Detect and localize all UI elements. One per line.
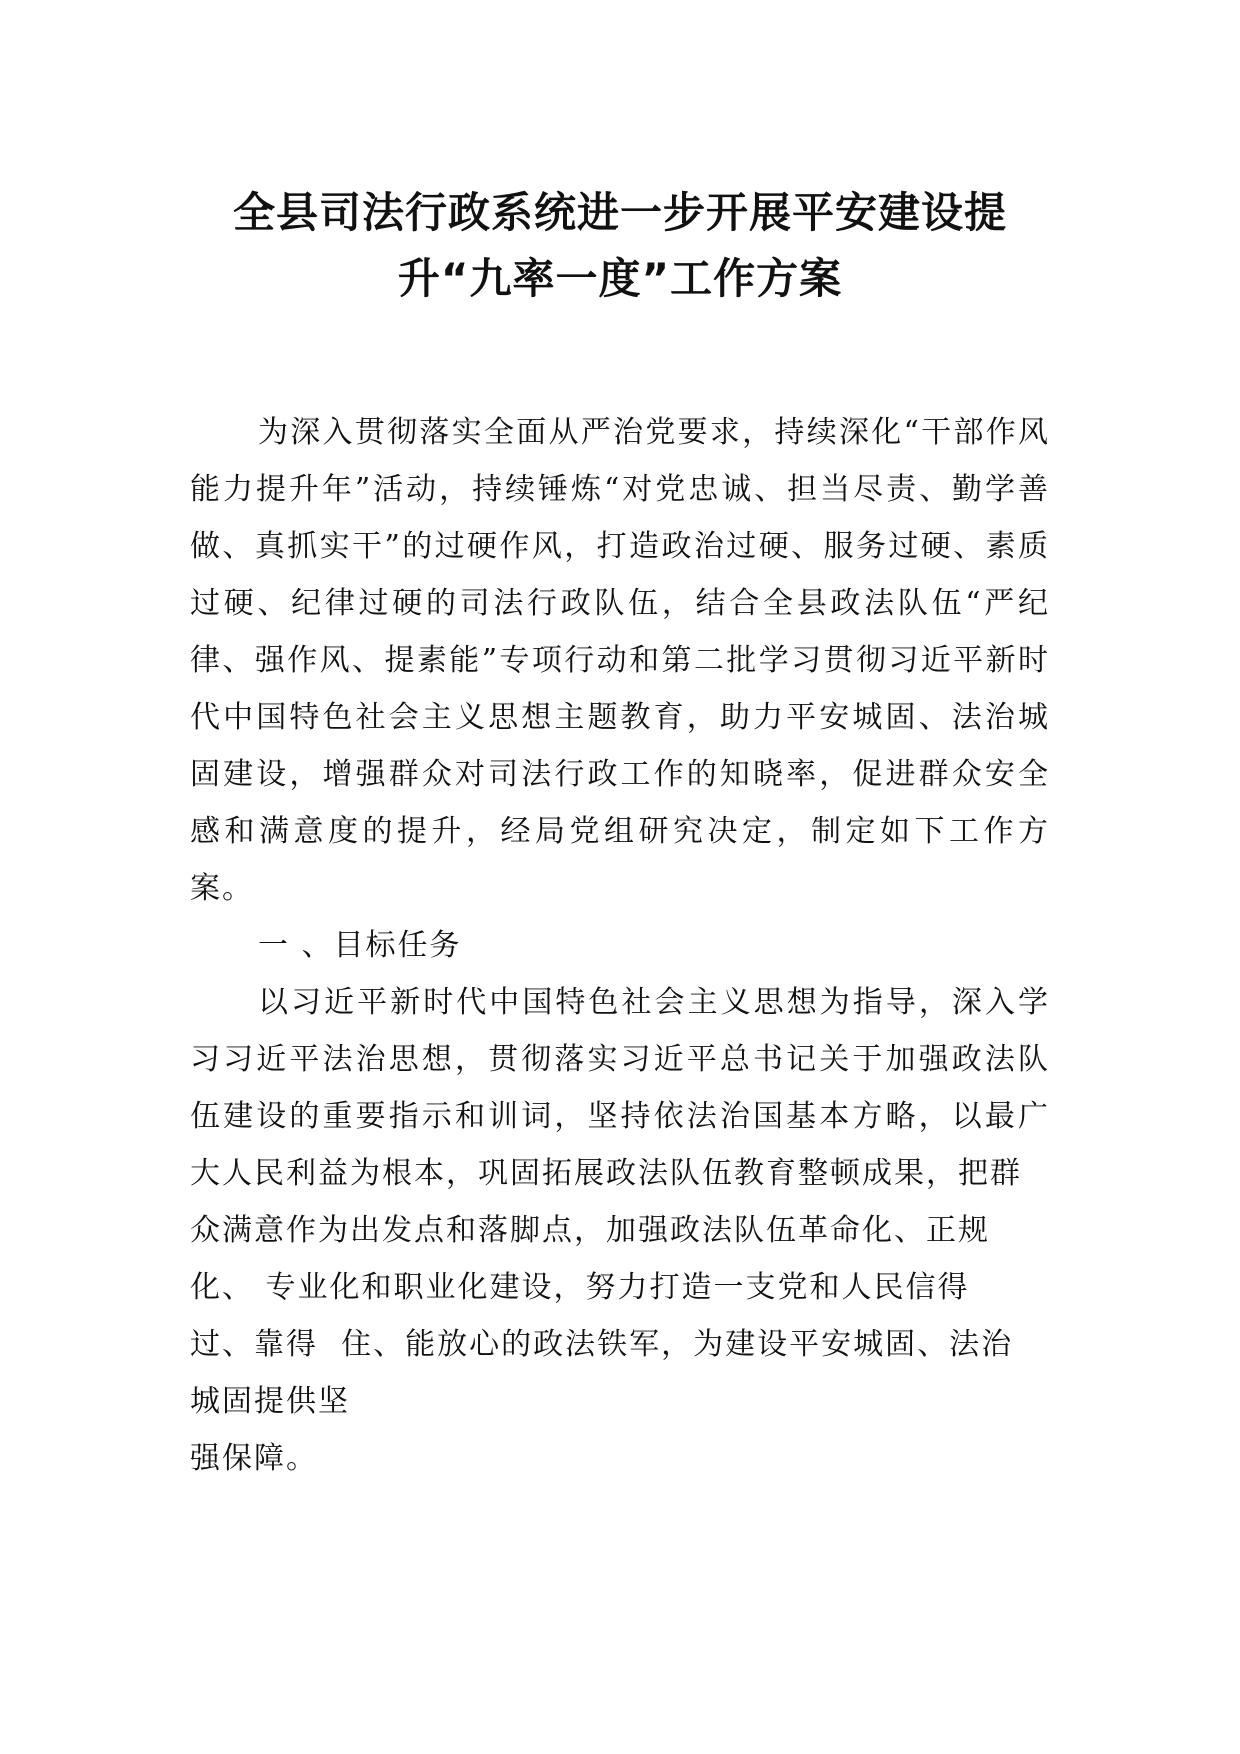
section-1-line-5: 强保障。 [190, 1441, 318, 1476]
section-1-paragraph: 以习近平新时代中国特色社会主义思想为指导，深入学习习近平法治思想，贯彻落实习近平总书记关于加强政法队伍建设的重要指示和训词，坚持依法治国基本方略，以最广大人民利益为根本，巩固拓展政法队伍教育整顿成果，把群 [190, 985, 1050, 1191]
section-1-continuation [190, 1202, 1050, 1487]
title-line-1: 全县司法行政系统进一步开展平安建设提 [232, 188, 1007, 237]
intro-paragraph: 为深入贯彻落实全面从严治党要求，持续深化“干部作风能力提升年”活动，持续锤炼“对党忠诚、担当尽责、勤学善做、真抓实干”的过硬作风，打造政治过硬、服务过硬、素质过硬、纪律过硬的司法行政队伍，结合全县政法队伍“严纪律、强作风、提素能”专项行动和第二批学习贯彻习近平新时代中国特色社会主义思想主题教育，助力平安城固、法治城固建设，增强群众对司法行政工作的知晓率，促进群众安全感和满意度的提升，经局党组研究决定，制定如下工作方案。 [190, 415, 1050, 906]
section-1-line-3: 过、靠得 住、能放心的政法铁军，为建设平安城固、法治 [190, 1327, 1014, 1362]
section-1-line-4: 城固提供坚 [190, 1384, 350, 1419]
title-line-2: 升“九率一度”工作方案 [397, 254, 843, 303]
section-1-line-2: 化、 专业化和职业化建设，努力打造一支党和人民信得 [190, 1270, 970, 1305]
document-title [150, 180, 1090, 312]
section-heading-goals: 一 、目标任务 [258, 928, 462, 963]
section-1-line-1: 众满意作为出发点和落脚点，加强政法队伍革命化、正规 [190, 1213, 990, 1248]
document-body [190, 404, 1050, 1487]
